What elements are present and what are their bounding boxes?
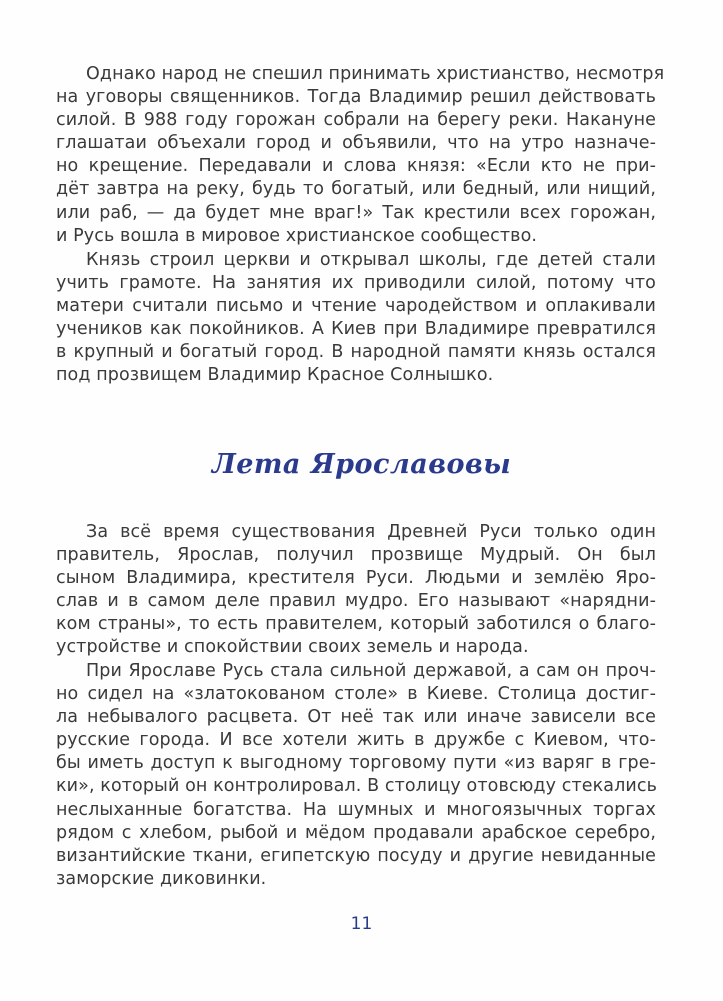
text-line: неслыханные богатства. На шумных и многоязычных торгах (56, 799, 656, 820)
text-line: ком страны», то есть правителем, который заботился о благо- (56, 614, 656, 635)
text-line: учеников как покойников. А Киев при Владимире превратился (56, 319, 656, 340)
text-line: русские города. И все хотели жить в дружбе с Киевом, что- (56, 730, 656, 751)
paragraph-kiev-trade (56, 660, 656, 891)
text-line: в крупный и богатый город. В народной памяти князь остался (56, 342, 656, 363)
paragraph-schools (56, 249, 656, 388)
text-line: ки», который он контролировал. В столицу отовсюду стекались (56, 776, 658, 797)
text-line: дёт завтра на реку, будь то богатый, или бедный, или нищий, (56, 179, 656, 200)
text-line: устройстве и спокойствии своих земель и народа. (56, 637, 529, 658)
paragraph-yaroslav-wise (56, 521, 656, 660)
text-line: ла небывалого расцвета. От неё так или иначе зависели все (56, 707, 656, 728)
text-line: но крещение. Передавали и слова князя: «Если кто не при- (56, 156, 656, 177)
text-line: Князь строил церкви и открывал школы, где детей стали (86, 250, 656, 270)
text-line: бы иметь доступ к выгодному торговому пути «из варяг в гре- (56, 753, 656, 774)
page-number: 11 (350, 914, 373, 934)
text-line: под прозвищем Владимир Красное Солнышко. (56, 365, 494, 386)
text-line: но сидел на «златокованом столе» в Киеве. Столица достиг- (56, 684, 656, 705)
text-line: византийские ткани, египетскую посуду и другие невиданные (56, 845, 656, 866)
text-line: сыном Владимира, крестителя Руси. Людьми и землёю Яро- (56, 568, 656, 589)
text-line: глашатаи объехали город и объявили, что на утро назначе- (56, 133, 656, 154)
text-line: или раб, — да будет мне враг!» Так крестили всех горожан, (56, 202, 656, 223)
text-line: силой. В 988 году горожан собрали на берегу реки. Накануне (56, 110, 656, 131)
text-line: За всё время существования Древней Руси только один (86, 522, 656, 542)
text-line: учить грамоте. На занятия их приводили силой, потому что (56, 273, 656, 294)
section-heading: Лета Ярославовы (211, 449, 512, 480)
paragraph-baptism (56, 63, 665, 248)
text-line: на уговоры священников. Тогда Владимир решил действовать (56, 87, 656, 108)
text-line: правитель, Ярослав, получил прозвище Мудрый. Он был (56, 545, 656, 566)
text-line: рядом с хлебом, рыбой и мёдом продавали арабское серебро, (56, 822, 656, 843)
text-line: и Русь вошла в мировое христианское сообщество. (56, 225, 538, 246)
text-line: Однако народ не спешил принимать христианство, несмотря (86, 64, 665, 84)
text-line: слав и в самом деле правил мудро. Его называют «нарядни- (56, 591, 656, 612)
text-line: При Ярославе Русь стала сильной державой, а сам он проч- (86, 661, 656, 681)
text-line: заморские диковинки. (56, 868, 267, 889)
text-line: матери считали письмо и чтение чародейством и оплакивали (56, 296, 656, 317)
